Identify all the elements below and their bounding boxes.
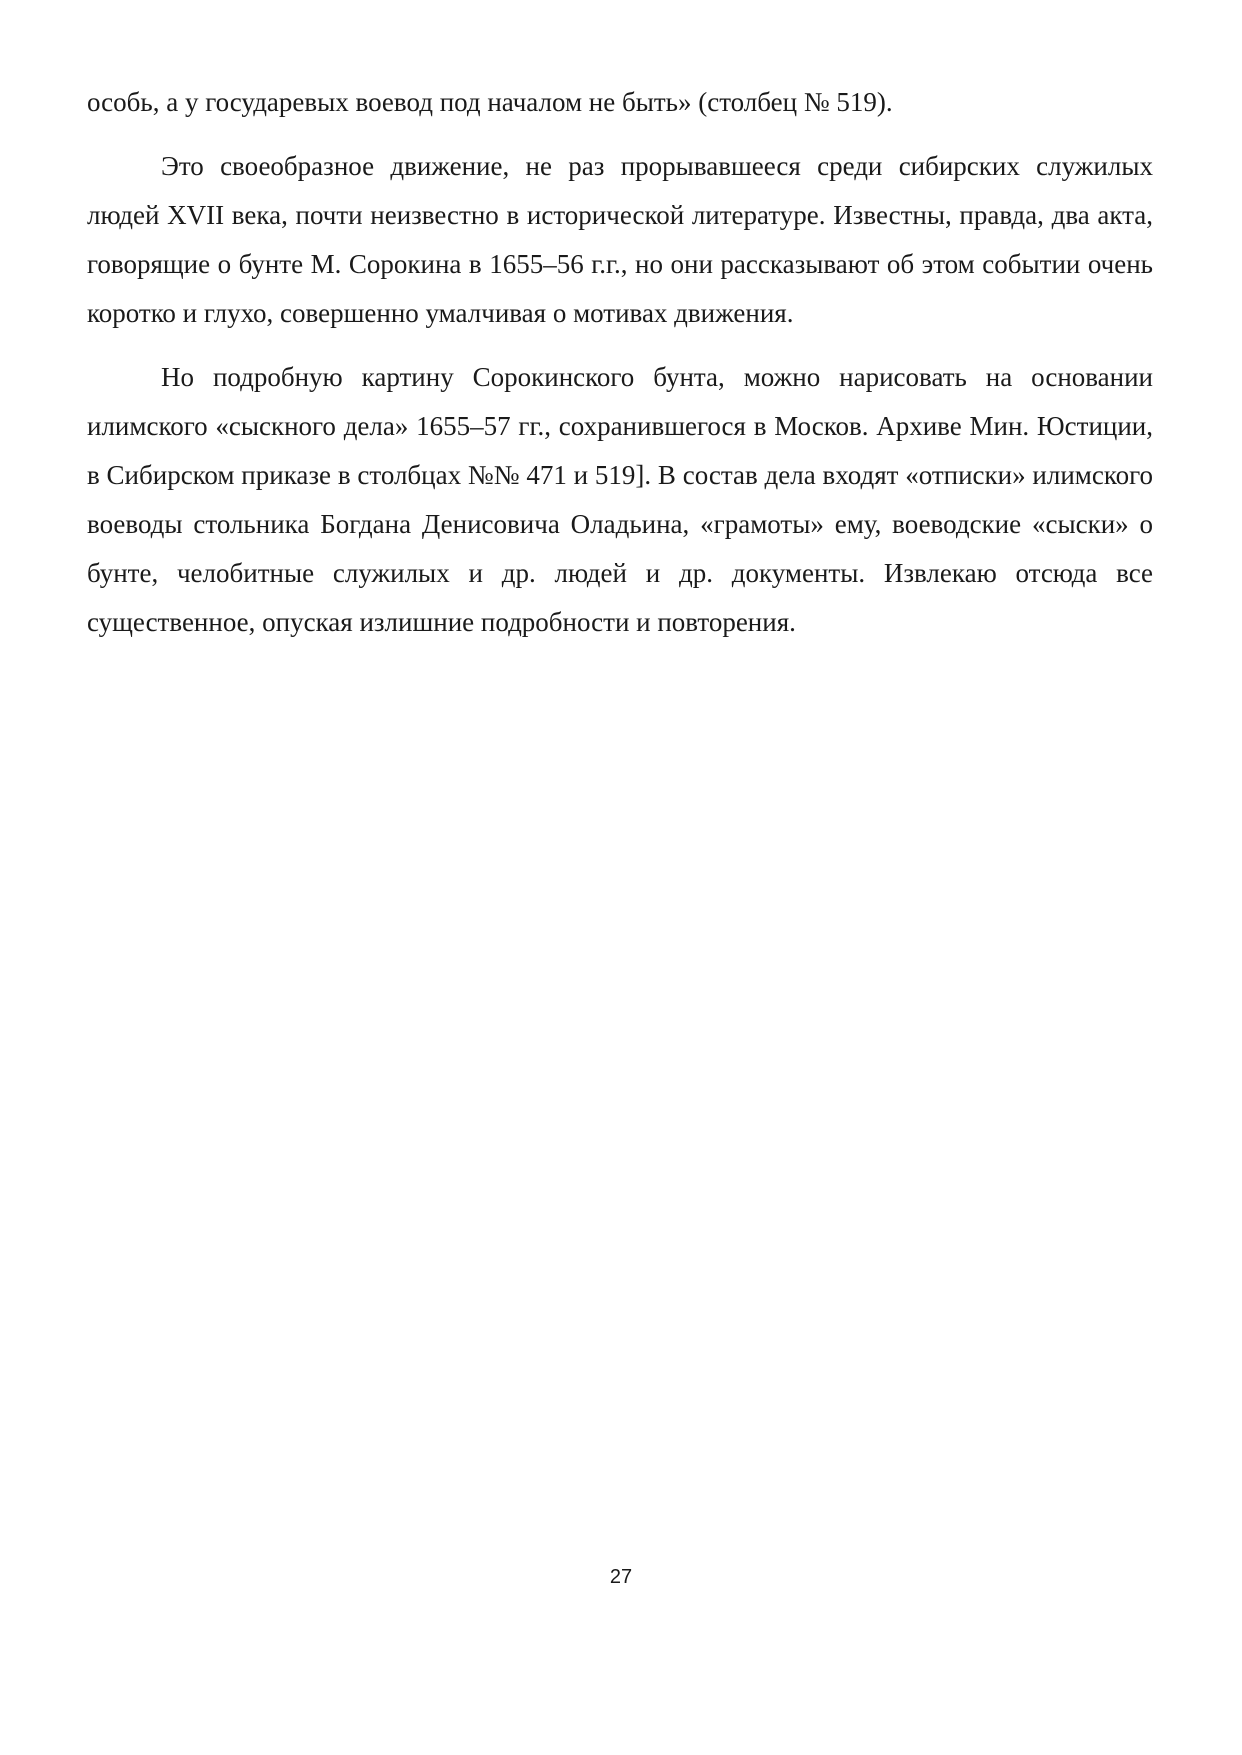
page-number: 27 xyxy=(609,1566,633,1588)
paragraph-continuation: особь, а у государевых воевод под началом не быть» (столбец № 519). xyxy=(87,87,893,117)
paragraph-movement: Это своеобразное движение, не раз прорывавшееся среди сибирских служилых людей XVII века, почти неизвестно в исторической литературе. Известны, правда, два акта, говорящие о бунте М. Сорокина в 1655–56 г.г., но они рассказывают об этом событии очень коротко и глухо, совершенно умалчивая о мотивах движения. xyxy=(87,151,1153,328)
paragraph-sorokin-revolt: Но подробную картину Сорокинского бунта, можно нарисовать на основании илимского «сыскного дела» 1655–57 гг., сохранившегося в Москов. Архиве Мин. Юстиции, в Сибирском приказе в столбцах №№ 471 и 519]. В состав дела входят «отписки» илимского воеводы стольника Богдана Денисовича Оладьина, «грамоты» ему, воеводские «сыски» о бунте, челобитные служилых и др. людей и др. документы. Извлекаю отсюда все существенное, опуская излишние подробности и повторения. xyxy=(87,362,1153,637)
body-text xyxy=(87,78,1153,647)
